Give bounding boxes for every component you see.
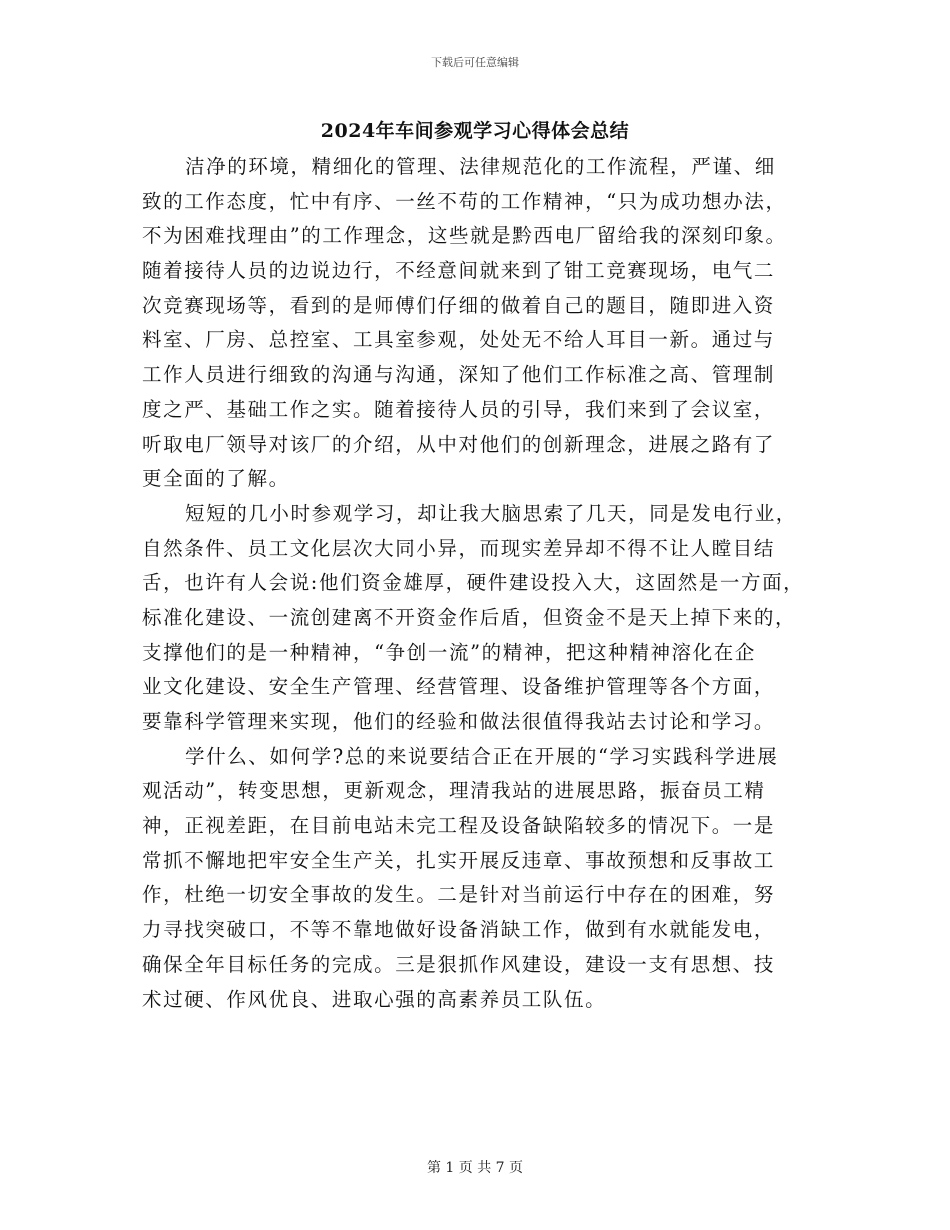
page-footer: 第 1 页 共 7 页 [426, 1160, 524, 1176]
body-text-line: 术过硬、作风优良、进取心强的高素养员工队伍。 [142, 987, 607, 1011]
page-header: 下载后可任意编辑 [431, 56, 519, 69]
body-text-line: 次竞赛现场等，看到的是师傅们仔细的做着自己的题目，随即进入资 [142, 293, 776, 317]
body-text-line: 力寻找突破口，不等不靠地做好设备消缺工作，做到有水就能发电， [142, 918, 776, 942]
body-text-line: 舌，也许有人会说:他们资金雄厚，硬件建设投入大，这固然是一方面， [142, 571, 805, 595]
body-text-line: 常抓不懈地把牢安全生产关，扎实开展反违章、事故预想和反事故工 [142, 848, 776, 872]
body-text-line: 支撑他们的是一种精神，“争创一流”的精神，把这种精神溶化在企 [142, 640, 756, 664]
body-text-line: 作，杜绝一切安全事故的发生。二是针对当前运行中存在的困难，努 [142, 883, 776, 907]
body-text-line: 致的工作态度，忙中有序、一丝不苟的工作精神，“只为成功想办法， [142, 189, 787, 213]
body-text-line: 神，正视差距，在目前电站未完工程及设备缺陷较多的情况下。一是 [142, 814, 776, 838]
body-text-line: 观活动”，转变思想，更新观念，理清我站的进展思路，振奋员工精 [142, 779, 766, 803]
body-text-line: 洁净的环境，精细化的管理、法律规范化的工作流程，严谨、细 [185, 155, 776, 178]
body-text-line: 不为困难找理由”的工作理念，这些就是黔西电厂留给我的深刻印象。 [142, 224, 787, 248]
body-text-line: 短短的几小时参观学习，却让我大脑思索了几天，同是发电行业， [185, 501, 797, 525]
body-text-line: 听取电厂领导对该厂的介绍，从中对他们的创新理念，进展之路有了 [142, 432, 776, 456]
body-text-line: 更全面的了解。 [142, 467, 290, 491]
body-text-line: 业文化建设、安全生产管理、经营管理、设备维护管理等各个方面， [142, 675, 776, 699]
body-text-line: 确保全年目标任务的完成。三是狠抓作风建设，建设一支有思想、技 [142, 952, 776, 976]
body-text-line: 度之严、基础工作之实。随着接待人员的引导，我们来到了会议室， [142, 397, 776, 421]
body-text-line: 标准化建设、一流创建离不开资金作后盾，但资金不是天上掉下来的， [142, 605, 797, 629]
body-text-line: 料室、厂房、总控室、工具室参观，处处无不给人耳目一新。通过与 [142, 328, 776, 352]
document-body [142, 150, 822, 1017]
document-title: 2024年车间参观学习心得体会总结 [320, 120, 630, 142]
body-text-line: 要靠科学管理来实现，他们的经验和做法很值得我站去讨论和学习。 [142, 710, 776, 733]
body-text-line: 随着接待人员的边说边行，不经意间就来到了钳工竞赛现场，电气二 [142, 259, 776, 283]
body-text-line: 工作人员进行细致的沟通与沟通，深知了他们工作标准之高、管理制 [142, 363, 776, 387]
body-text-line: 自然条件、员工文化层次大同小异，而现实差异却不得不让人瞠目结 [142, 536, 776, 560]
body-text-line: 学什么、如何学?总的来说要结合正在开展的“学习实践科学进展 [185, 744, 779, 768]
